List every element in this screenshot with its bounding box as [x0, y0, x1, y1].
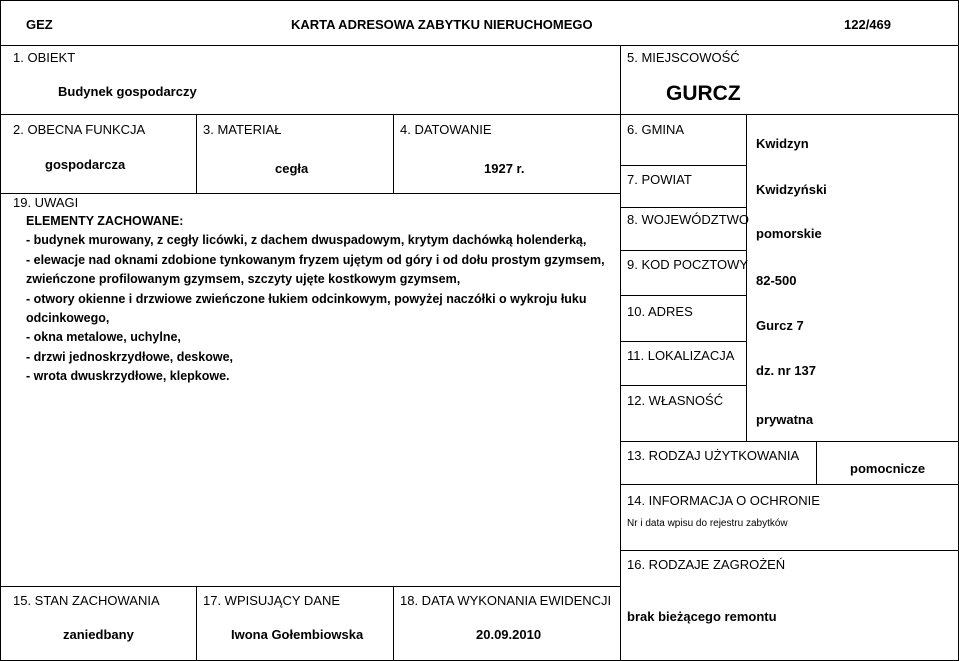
gmina-divider [620, 165, 746, 166]
funkcja-value: gospodarcza [45, 157, 126, 172]
kod-divider [620, 295, 746, 296]
miejscowosc-label: 5. MIEJSCOWOŚĆ [627, 50, 740, 65]
material-label: 3. MATERIAŁ [203, 122, 282, 137]
ochrona-label: 14. INFORMACJA O OCHRONIE [627, 493, 820, 508]
header-divider [0, 45, 959, 46]
data-ewidencji-value: 20.09.2010 [476, 627, 542, 642]
page-title: KARTA ADRESOWA ZABYTKU NIERUCHOMEGO [291, 17, 593, 32]
wpisujacy-data-divider [393, 586, 394, 661]
border-top [0, 0, 959, 1]
right-value-divider [746, 114, 747, 441]
uzytkowanie-value: pomocnicze [850, 461, 926, 476]
obiekt-divider [0, 114, 959, 115]
uzytkowanie-divider [816, 441, 817, 484]
uzytkowanie-label: 13. RODZAJ UŻYTKOWANIA [627, 448, 800, 463]
wlasnosc-label: 12. WŁASNOŚĆ [627, 393, 724, 408]
uwagi-line: - otwory okienne i drzwiowe zwieńczone łukiem odcinkowym, powyżej naczółki o wykroju łuku [26, 291, 587, 306]
uwagi-label: 19. UWAGI [13, 195, 79, 210]
gmina-label: 6. GMINA [627, 122, 685, 137]
lokalizacja-value: dz. nr 137 [756, 363, 816, 378]
obiekt-value: Budynek gospodarczy [58, 84, 197, 99]
wojewodztwo-label: 8. WOJEWÓDZTWO [627, 212, 750, 227]
powiat-divider [620, 207, 746, 208]
data-ewidencji-label: 18. DATA WYKONANIA EWIDENCJI [400, 593, 612, 608]
obiekt-label: 1. OBIEKT [13, 50, 76, 65]
stan-value: zaniedbany [63, 627, 134, 642]
wlasnosc-divider [620, 441, 959, 442]
adres-label: 10. ADRES [627, 304, 693, 319]
wpisujacy-value: Iwona Gołembiowska [231, 627, 364, 642]
kod-value: 82-500 [756, 273, 797, 288]
adres-value: Gurcz 7 [756, 318, 804, 333]
material-datowanie-divider [393, 114, 394, 193]
datowanie-label: 4. DATOWANIE [400, 122, 492, 137]
header-code: GEZ [26, 17, 53, 32]
wlasnosc-value: prywatna [756, 412, 814, 427]
lokalizacja-label: 11. LOKALIZACJA [627, 348, 735, 363]
material-value: cegła [275, 161, 309, 176]
funkcja-label: 2. OBECNA FUNKCJA [13, 122, 146, 137]
uwagi-bottom-divider [0, 586, 620, 587]
uwagi-line: - elewacje nad oknami zdobione tynkowanym fryzem ujętym od góry i od dołu prostym gzymsem, [26, 252, 605, 267]
uwagi-heading: ELEMENTY ZACHOWANE: [26, 214, 184, 228]
miejscowosc-value: GURCZ [666, 82, 741, 105]
datowanie-value: 1927 r. [484, 161, 525, 176]
wpisujacy-label: 17. WPISUJĄCY DANE [203, 593, 341, 608]
uwagi-line: - budynek murowany, z cegły licówki, z dachem dwuspadowym, krytym dachówką holenderką, [26, 233, 587, 248]
kod-label: 9. KOD POCZTOWY [627, 257, 749, 272]
wojewodztwo-divider [620, 250, 746, 251]
powiat-label: 7. POWIAT [627, 172, 692, 187]
lokalizacja-divider [620, 385, 746, 386]
wojewodztwo-value: pomorskie [756, 226, 822, 241]
uwagi-line: zwieńczone profilowanym gzymsem, szczyty ujęte kostkowym gzymsem, [26, 272, 461, 287]
uwagi-line: - okna metalowe, uchylne, [26, 330, 181, 345]
uwagi-line: - drzwi jednoskrzydłowe, deskowe, [26, 349, 233, 364]
uwagi-text [26, 212, 605, 387]
uwagi-line: - wrota dwuskrzydłowe, klepkowe. [26, 369, 230, 384]
ochrona-bottom-divider [620, 550, 959, 551]
funkcja-material-divider [196, 114, 197, 193]
uwagi-top-divider [0, 193, 620, 194]
zagrozenia-value: brak bieżącego remontu [627, 609, 777, 624]
stan-wpisujacy-divider [196, 586, 197, 661]
card-number: 122/469 [844, 17, 891, 32]
ochrona-note: Nr i data wpisu do rejestru zabytków [627, 518, 788, 529]
adres-divider [620, 341, 746, 342]
border-left [0, 0, 1, 661]
zagrozenia-label: 16. RODZAJE ZAGROŻEŃ [627, 557, 786, 572]
uwagi-line: odcinkowego, [26, 311, 110, 326]
uzytkowanie-bottom-divider [620, 484, 959, 485]
gmina-value: Kwidzyn [756, 136, 809, 151]
powiat-value: Kwidzyński [756, 182, 827, 197]
right-column-divider [620, 45, 621, 661]
stan-label: 15. STAN ZACHOWANIA [13, 593, 160, 608]
